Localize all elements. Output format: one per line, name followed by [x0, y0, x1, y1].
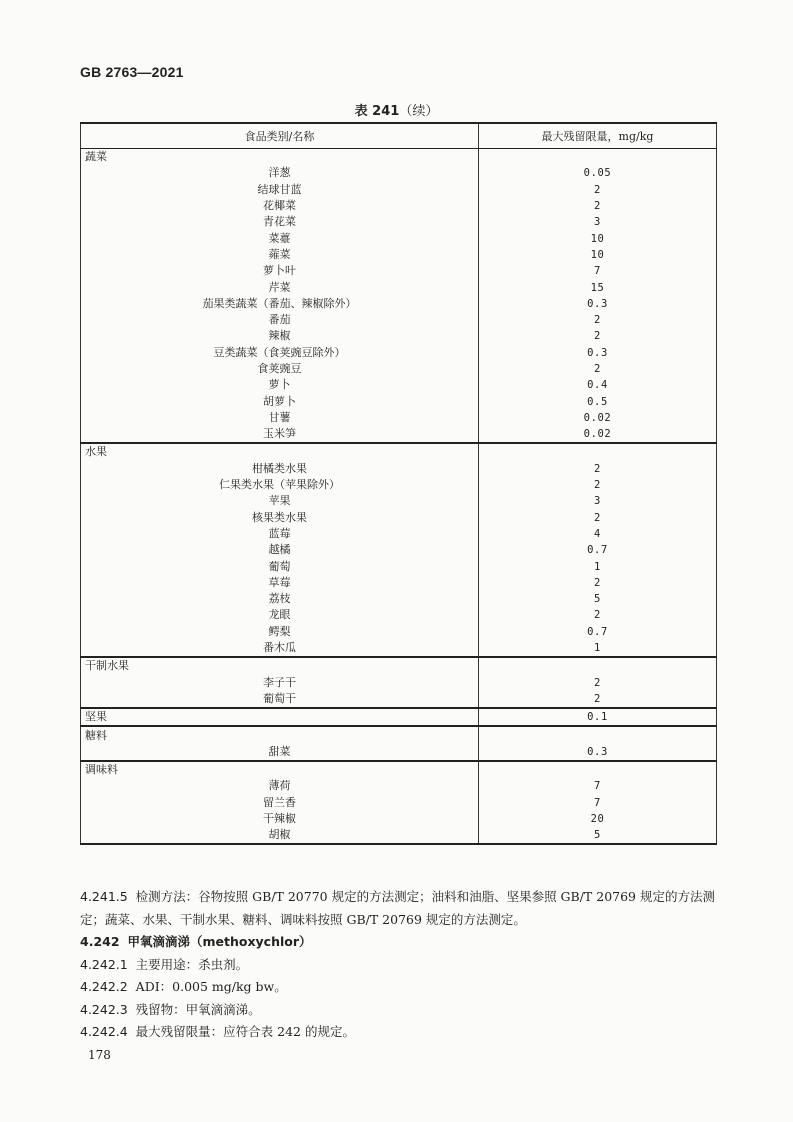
limit-value: 7: [479, 795, 717, 811]
clause-text: 最大残留限量：应符合表 242 的规定。: [135, 1024, 355, 1039]
table-row: [81, 410, 717, 426]
category-row: [81, 657, 717, 674]
clause-number: 4.241.5: [80, 889, 128, 904]
table-row: [81, 426, 717, 443]
limit-value: 7: [479, 778, 717, 794]
limit-value: 10: [479, 247, 717, 263]
category-row: [81, 443, 717, 460]
table-row: [81, 165, 717, 181]
clause-text: 残留物：甲氧滴滴涕。: [135, 1001, 261, 1017]
food-name: 花椰菜: [81, 198, 479, 214]
food-name: 菜薹: [81, 230, 479, 246]
limit-value: 2: [479, 675, 717, 691]
category-name: 水果: [81, 443, 479, 460]
residue-limit-table: [80, 122, 717, 845]
table-row: [81, 510, 717, 526]
table-row: [81, 393, 717, 409]
table-row: [81, 345, 717, 361]
table-row: [81, 182, 717, 198]
clause-number: 4.242.1: [80, 956, 128, 972]
category-limit-value: [479, 657, 717, 674]
table-caption-number: 表 241: [354, 104, 400, 119]
food-name: 食荚豌豆: [81, 361, 479, 377]
category-name: 干制水果: [81, 657, 479, 674]
category-row: [81, 761, 717, 778]
category-row: [81, 726, 717, 743]
table-row: [81, 198, 717, 214]
category-limit-value: [479, 761, 717, 778]
food-name: 葡萄: [81, 558, 479, 574]
limit-value: 0.05: [479, 165, 717, 181]
category-name: 调味料: [81, 761, 479, 778]
limit-value: 10: [479, 230, 717, 246]
table-row: [81, 558, 717, 574]
table-row: [81, 591, 717, 607]
column-header-food: 食品类别/名称: [81, 123, 479, 149]
table-row: [81, 230, 717, 246]
limit-value: 7: [479, 263, 717, 279]
category-limit-value: [479, 726, 717, 743]
limit-value: 1: [479, 558, 717, 574]
table-row: [81, 778, 717, 794]
food-name: 胡萝卜: [81, 393, 479, 409]
table-row: [81, 607, 717, 623]
food-name: 柑橘类水果: [81, 461, 479, 477]
food-name: 番木瓜: [81, 640, 479, 657]
limit-value: 15: [479, 279, 717, 295]
food-name: 玉米笋: [81, 426, 479, 443]
food-name: 苹果: [81, 493, 479, 509]
category-limit-value: [479, 443, 717, 460]
food-name: 核果类水果: [81, 510, 479, 526]
limit-value: 0.5: [479, 393, 717, 409]
food-name: 胡椒: [81, 827, 479, 844]
clause-number: 4.242.3: [80, 1001, 128, 1017]
table-row: [81, 675, 717, 691]
table-row: [81, 640, 717, 657]
food-name: 萝卜: [81, 377, 479, 393]
food-name: 草莓: [81, 575, 479, 591]
food-name: 青花菜: [81, 214, 479, 230]
limit-value: 2: [479, 312, 717, 328]
limit-value: 0.02: [479, 410, 717, 426]
food-name: 越橘: [81, 542, 479, 558]
clause-number: 4.242.2: [80, 979, 128, 994]
food-name: 甜菜: [81, 744, 479, 761]
clause-text: 主要用途：杀虫剂。: [135, 956, 249, 972]
category-limit-value: 0.1: [479, 708, 717, 726]
food-name: 结球甘蓝: [81, 182, 479, 198]
body-text: [80, 886, 720, 1044]
limit-value: 0.3: [479, 345, 717, 361]
limit-value: 0.7: [479, 542, 717, 558]
food-name: 洋葱: [81, 165, 479, 181]
limit-value: 0.7: [479, 624, 717, 640]
clause-text: ADI：0.005 mg/kg bw。: [135, 979, 287, 994]
food-name: 薄荷: [81, 778, 479, 794]
limit-value: 5: [479, 827, 717, 844]
table-row: [81, 526, 717, 542]
table-row: [81, 575, 717, 591]
table-row: [81, 279, 717, 295]
limit-value: 2: [479, 510, 717, 526]
food-name: 留兰香: [81, 795, 479, 811]
category-row: [81, 149, 717, 166]
limit-value: 0.02: [479, 426, 717, 443]
limit-value: 0.3: [479, 296, 717, 312]
table-row: [81, 624, 717, 640]
limit-value: 2: [479, 182, 717, 198]
table-row: [81, 827, 717, 844]
food-name: 干辣椒: [81, 811, 479, 827]
page-number: 178: [88, 1048, 111, 1062]
table-row: [81, 328, 717, 344]
limit-value: 2: [479, 607, 717, 623]
table-row: [81, 811, 717, 827]
clause-4-242-1: [80, 954, 720, 977]
table-row: [81, 312, 717, 328]
table-row: [81, 477, 717, 493]
table-row: [81, 691, 717, 708]
food-name: 番茄: [81, 312, 479, 328]
clause-4-242-2: [80, 976, 720, 999]
food-name: 甘薯: [81, 410, 479, 426]
category-name: 糖料: [81, 726, 479, 743]
food-name: 豆类蔬菜（食荚豌豆除外）: [81, 345, 479, 361]
limit-value: 3: [479, 214, 717, 230]
clause-4-242-4: [80, 1021, 720, 1044]
clause-4-241-5: [80, 886, 720, 931]
category-name: 蔬菜: [81, 149, 479, 166]
limit-value: 2: [479, 477, 717, 493]
column-header-mrl: 最大残留限量，mg/kg: [479, 123, 717, 149]
limit-value: 2: [479, 575, 717, 591]
clause-number: 4.242: [80, 934, 120, 949]
food-name: 萝卜叶: [81, 263, 479, 279]
limit-value: 0.4: [479, 377, 717, 393]
table-caption-suffix: （续）: [399, 104, 439, 119]
clause-4-242: [80, 931, 720, 954]
food-name: 蓝莓: [81, 526, 479, 542]
food-name: 芹菜: [81, 279, 479, 295]
document-id: GB 2763—2021: [80, 64, 184, 80]
table-row: [81, 795, 717, 811]
table-row: [81, 377, 717, 393]
food-name: 辣椒: [81, 328, 479, 344]
limit-value: 5: [479, 591, 717, 607]
table-caption: [0, 100, 793, 119]
food-name: 李子干: [81, 675, 479, 691]
limit-value: 2: [479, 198, 717, 214]
table-row: [81, 744, 717, 761]
food-name: 鳄梨: [81, 624, 479, 640]
table-row: [81, 296, 717, 312]
category-limit-value: [479, 149, 717, 166]
clause-text: 甲氧滴滴涕（methoxychlor）: [127, 934, 312, 949]
limit-value: 2: [479, 461, 717, 477]
clause-4-242-3: [80, 999, 720, 1022]
limit-value: 2: [479, 328, 717, 344]
limit-value: 0.3: [479, 744, 717, 761]
table-row: [81, 214, 717, 230]
food-name: 仁果类水果（苹果除外）: [81, 477, 479, 493]
food-name: 葡萄干: [81, 691, 479, 708]
limit-value: 1: [479, 640, 717, 657]
food-name: 茄果类蔬菜（番茄、辣椒除外）: [81, 296, 479, 312]
food-name: 龙眼: [81, 607, 479, 623]
table-row: [81, 493, 717, 509]
category-name: 坚果: [81, 708, 479, 726]
limit-value: 20: [479, 811, 717, 827]
limit-value: 3: [479, 493, 717, 509]
limit-value: 2: [479, 361, 717, 377]
table-row: [81, 263, 717, 279]
limit-value: 4: [479, 526, 717, 542]
table-row: [81, 542, 717, 558]
limit-value: 2: [479, 691, 717, 708]
category-row: [81, 708, 717, 726]
table-row: [81, 361, 717, 377]
food-name: 荔枝: [81, 591, 479, 607]
table-row: [81, 461, 717, 477]
clause-number: 4.242.4: [80, 1024, 128, 1039]
table-row: [81, 247, 717, 263]
clause-text: 检测方法：谷物按照 GB/T 20770 规定的方法测定；油料和油脂、坚果参照 GB/T 20769 规定的方法测定；蔬菜、水果、干制水果、糖料、调味料按照 GB/T 20769 规定的方法测定。: [80, 889, 715, 927]
food-name: 蕹菜: [81, 247, 479, 263]
